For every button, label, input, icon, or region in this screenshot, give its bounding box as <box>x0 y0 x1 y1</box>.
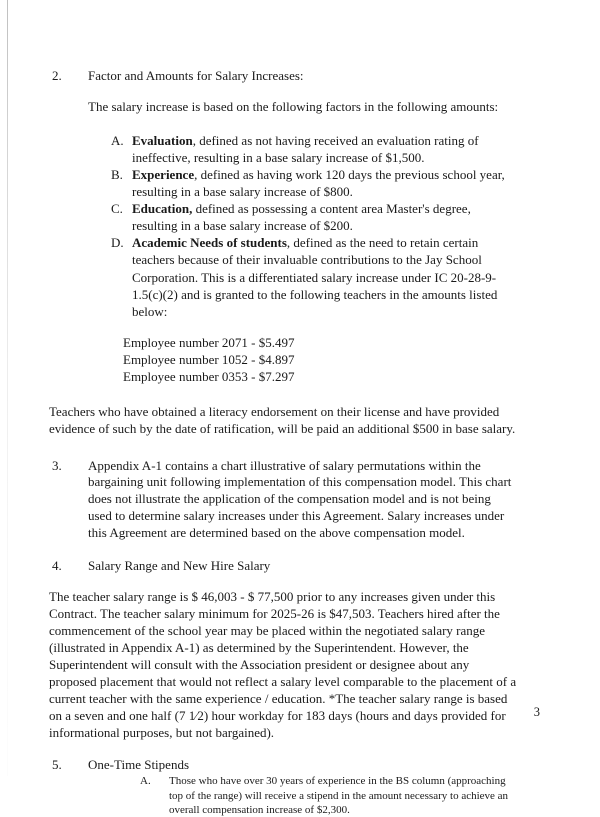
section-4-heading-text: Salary Range and New Hire Salary <box>88 558 271 574</box>
spacer <box>49 542 517 558</box>
section-5-heading <box>49 757 517 774</box>
list-marker: D. <box>111 235 124 251</box>
factor-term: Experience <box>132 166 195 182</box>
list-item: Employee number 1052 - $4.897 <box>123 352 295 368</box>
factor-term: Academic Needs of students <box>132 235 287 251</box>
list-item <box>111 200 517 234</box>
factor-text: defined as possessing a content area Master's degree, resulting in a base salary increase of $200. <box>132 201 471 234</box>
factor-text: , defined as the need to retain certain teachers because of their invaluable contributions to the Jay School Corporation. This is a differentiated salary increase under IC 20-28-9-1.5(c)(2) and is granted to the following teachers in the amounts listed below: <box>132 235 498 319</box>
section-3-number: 3. <box>52 457 62 473</box>
spacer <box>49 741 517 757</box>
factor-text: , defined as having work 120 days the previous school year, resulting in a base salary increase of $800. <box>132 166 505 200</box>
list-marker: B. <box>111 166 123 182</box>
spacer <box>49 575 517 589</box>
section-4-heading <box>49 558 517 575</box>
list-item: Employee number 0353 - $7.297 <box>123 369 295 385</box>
list-item <box>111 132 517 166</box>
spacer <box>49 320 517 334</box>
page-number: 3 <box>533 705 540 719</box>
factor-term: Education, <box>132 201 193 217</box>
list-item <box>111 166 517 200</box>
section-3 <box>49 458 517 542</box>
section-2-intro: The salary increase is based on the following factors in the following amounts: <box>88 98 499 114</box>
employee-amount-list <box>49 334 517 386</box>
sub-item-marker: A. <box>140 775 151 788</box>
section-5-sub-item-a <box>49 774 517 817</box>
literacy-endorsement-paragraph: Teachers who have obtained a literacy endorsement on their license and have provided evidence of such by the date of ratification, will be paid an additional $500 in base salary. <box>49 403 516 436</box>
salary-factor-list <box>49 132 517 320</box>
section-2-heading <box>49 68 517 85</box>
section-3-text: Appendix A-1 contains a chart illustrative of salary permutations within the bargaining unit following implementation of this compensation model. This chart does not illustrate the application of the compensation model and is not being used to determine salary increases under this Agreement. Salary increases under this Agreement are determined based on the above compensation model. <box>88 457 512 541</box>
list-marker: C. <box>111 201 123 217</box>
factor-text: , defined as not having received an evaluation rating of ineffective, resulting in a base salary increase of $1,500. <box>132 132 479 165</box>
section-4-number: 4. <box>52 558 62 574</box>
section-5-number: 5. <box>52 757 62 773</box>
spacer <box>49 85 517 99</box>
factor-term: Evaluation <box>132 132 193 148</box>
section-5-heading-text: One-Time Stipends <box>88 757 189 773</box>
list-item: Employee number 2071 - $5.497 <box>123 334 295 350</box>
scan-artifact-line <box>7 0 8 776</box>
section-2-number: 2. <box>52 68 62 83</box>
spacer <box>49 438 517 458</box>
spacer <box>49 386 517 404</box>
section-2-heading-text: Factor and Amounts for Salary Increases: <box>88 68 304 83</box>
sub-item-text: Those who have over 30 years of experience in the BS column (approaching top of the range) will receive a stipend in the amount necessary to achieve an overall compensation increase of $2,300. <box>169 775 509 816</box>
list-item <box>111 234 517 319</box>
spacer <box>49 116 517 132</box>
section-4-body: The teacher salary range is $ 46,003 - $ 77,500 prior to any increases given under this Contract. The teacher salary minimum for 2025-26 is $47,503. Teachers hired after the commencement of the school year may be placed within the negotiated salary range (illustrated in Appendix A-1) as determined by the Superintendent. However, the Superintendent will consult with the Association president or designee about any proposed placement that would not reflect a salary level comparable to the placement of a current teacher with the same experience / education. *The teacher salary range is based on a seven and one half (7 1⁄2) hour workday for 183 days (hours and days provided for informational purposes, but not bargained). <box>49 588 517 740</box>
list-marker: A. <box>111 132 124 148</box>
